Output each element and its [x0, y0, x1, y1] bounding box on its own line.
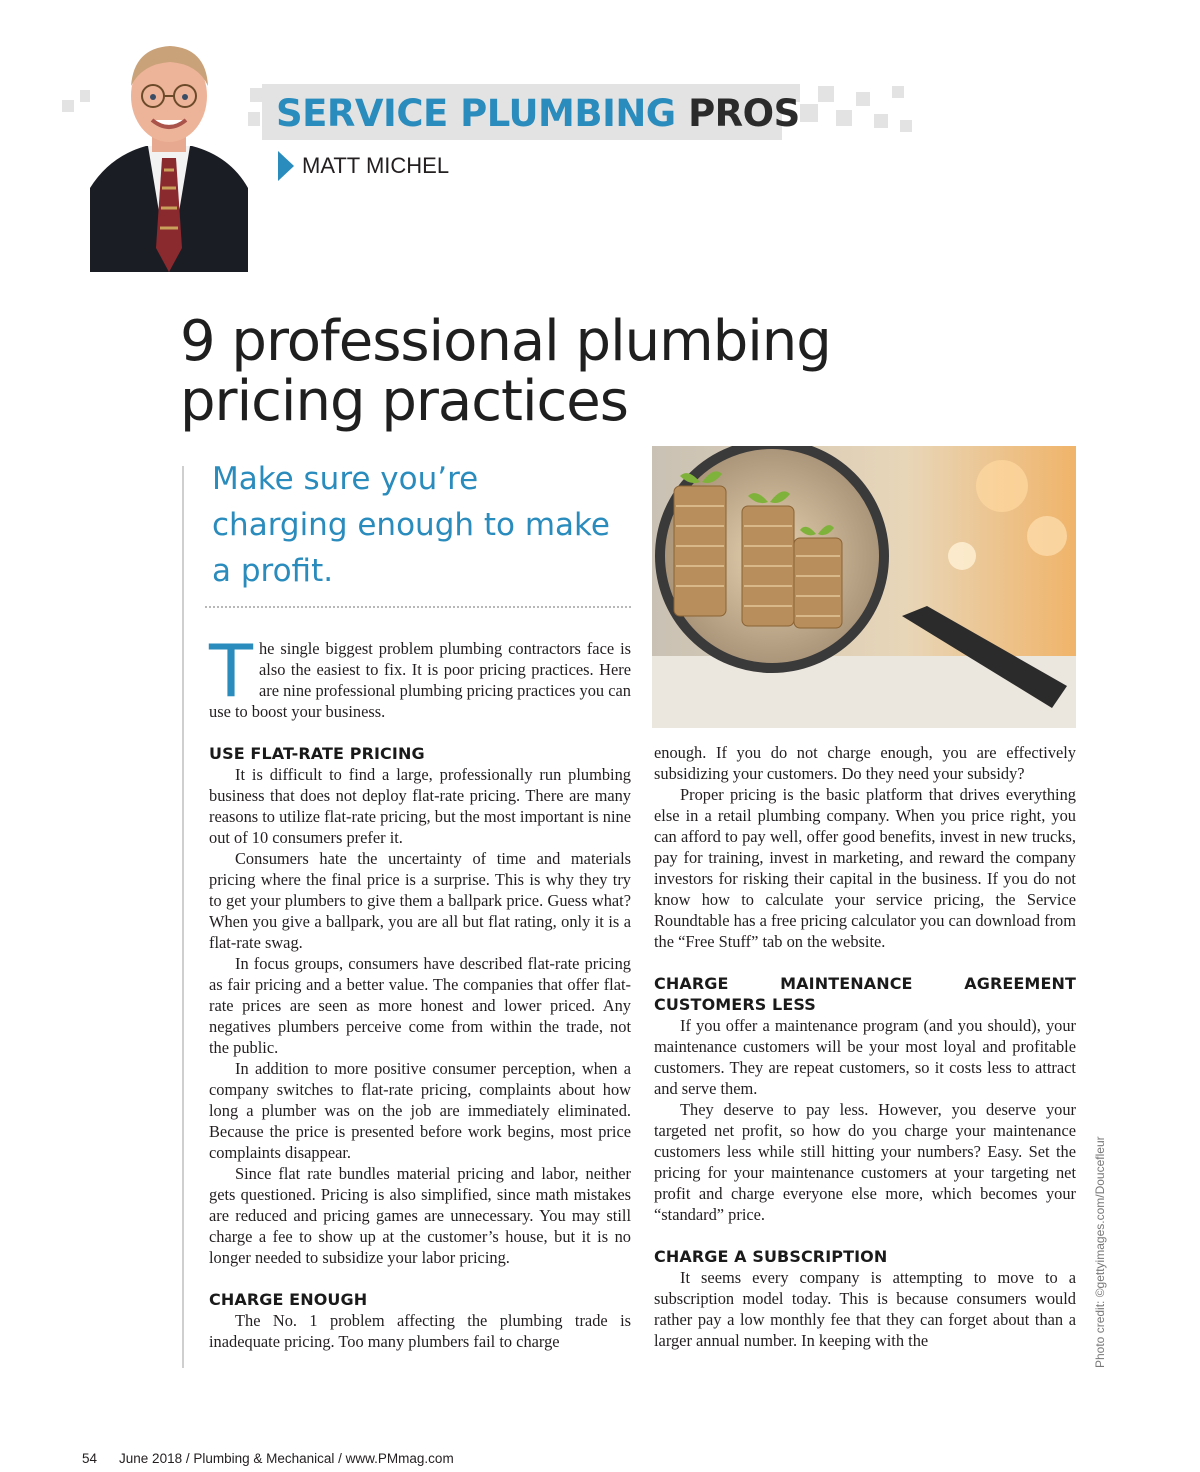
body-paragraph: If you offer a maintenance program (and you should), your maintenance customers will be your most loyal and profitable customers. They are repeat customers, so it costs less to attract and serve them.	[654, 1016, 1076, 1098]
dotted-separator	[205, 606, 631, 608]
column-name-accent: SERVICE PLUMBING	[276, 92, 676, 135]
page-number: 54	[82, 1451, 98, 1466]
issue-line: June 2018 / Plumbing & Mechanical / www.PMmag.com	[119, 1451, 454, 1466]
body-paragraph: In addition to more positive consumer perception, when a company switches to flat-rate pricing, complaints about how long a plumber was on the job are immediately eliminated. Because the price is presented before work begins, most price complaints disappear.	[209, 1059, 631, 1162]
body-paragraph: The No. 1 problem affecting the plumbing trade is inadequate pricing. Too many plumbers fail to charge	[209, 1311, 631, 1351]
body-paragraph: They deserve to pay less. However, you deserve your targeted net profit, so how do you charge your maintenance customers less while still hitting your numbers? Easy. Set the pricing for your maintenance customers at your targeting net profit and charge everyone else more, which becomes your “standard” price.	[654, 1100, 1076, 1224]
article-photo	[652, 446, 1076, 728]
photo-credit: Photo credit: ©gettyimages.com/Doucefleur	[1093, 1136, 1107, 1368]
section-heading: CHARGE ENOUGH	[209, 1290, 368, 1309]
column-divider	[182, 466, 184, 1368]
body-paragraph: It is difficult to find a large, professionally run plumbing business that does not deploy flat-rate pricing. There are many reasons to utilize flat-rate pricing, but the most important is nine out of 10 consumers prefer it.	[209, 765, 631, 847]
body-paragraph: In focus groups, consumers have described flat-rate pricing as fair pricing and a better value. The companies that offer flat-rate prices are seen as more honest and lower priced. Any negatives plumbers perceive come from within the trade, not the public.	[209, 954, 631, 1057]
section-heading: CHARGE MAINTENANCE AGREEMENT CUSTOMERS LESS	[654, 974, 1076, 1014]
section-heading: USE FLAT-RATE PRICING	[209, 744, 425, 763]
intro-paragraph	[209, 629, 631, 722]
section-heading: CHARGE A SUBSCRIPTION	[654, 1247, 888, 1266]
author-headshot	[90, 38, 248, 272]
article-column-1	[209, 629, 631, 1352]
column-name-rest: PROS	[688, 92, 800, 135]
author-name: MATT MICHEL	[302, 153, 450, 178]
column-name	[276, 86, 800, 142]
body-paragraph-continued: enough. If you do not charge enough, you are effectively subsidizing your customers. Do they need your subsidy?	[654, 743, 1076, 783]
body-paragraph: Since flat rate bundles material pricing and labor, neither gets questioned. Pricing is also simplified, since math mistakes are reduced and pricing games are unnecessary. You may still charge a fee to show up at the customer’s house, but it is no longer needed to subsidize your labor pricing.	[209, 1164, 631, 1267]
article-column-2	[654, 742, 1076, 1351]
body-paragraph: It seems every company is attempting to move to a subscription model today. This is because consumers would rather pay a low monthly fee that they can forget about than a larger annual number. In keeping with the	[654, 1268, 1076, 1350]
page-footer	[82, 1451, 454, 1466]
article-deck: Make sure you’re charging enough to make a profit.	[212, 461, 610, 589]
body-paragraph: Consumers hate the uncertainty of time and materials pricing where the final price is a surprise. This is why they try to get your plumbers to give them a ballpark price. Guess what? When you give a ballpark, you are all but flat rating, only it is a flat-rate swag.	[209, 849, 631, 952]
drop-cap: T	[209, 629, 253, 713]
intro-text: he single biggest problem plumbing contractors face is also the easiest to fix. It is poor pricing practices. Here are nine professional plumbing pricing practices you can use to boost your business.	[209, 639, 631, 721]
body-paragraph: Proper pricing is the basic platform that drives everything else in a retail plumbing company. When you price right, you can afford to pay well, offer good benefits, invest in new trucks, pay for training, invest in marketing, and reward the company investors for risking their capital in the business. If you do not know how to calculate your service pricing, the Service Roundtable has a free pricing calculator you can download from the “Free Stuff” tab on the website.	[654, 785, 1076, 951]
article-headline: 9 professional plumbing pricing practices	[180, 309, 831, 434]
triangle-arrow-icon	[278, 151, 294, 181]
